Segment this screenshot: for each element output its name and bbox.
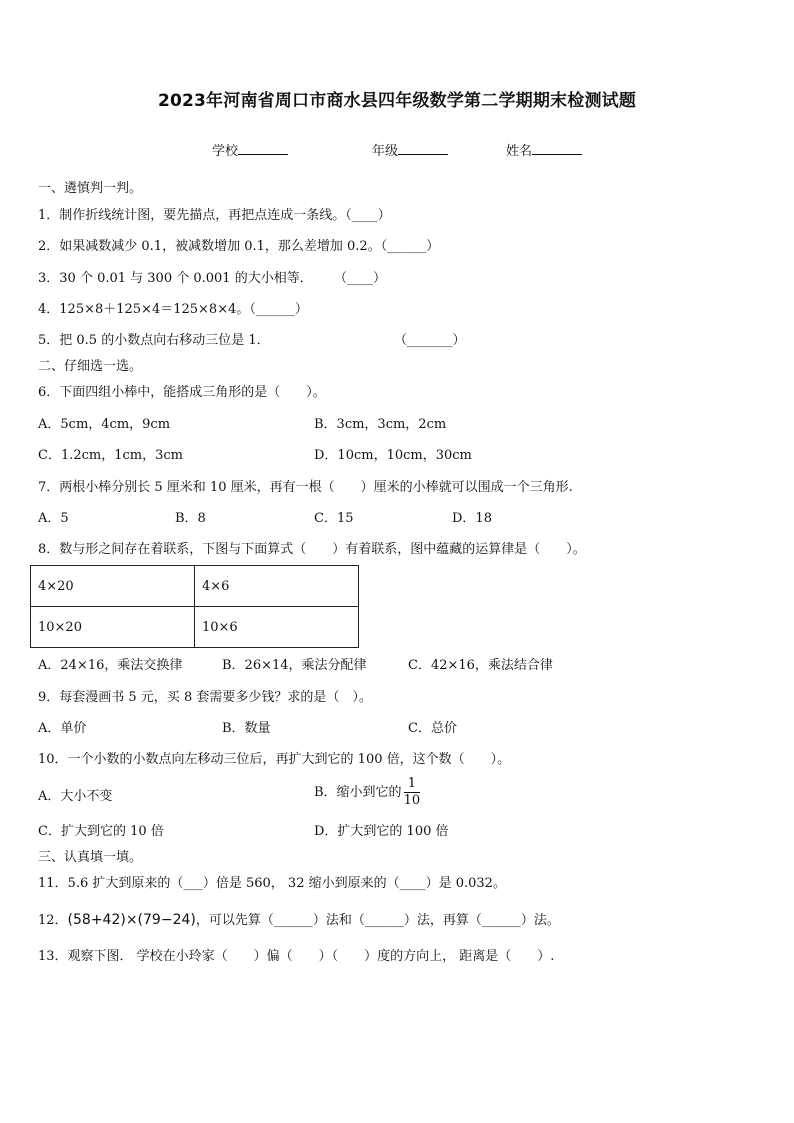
question-4: 4．125×8＋125×4＝125×8×4。（______）	[38, 302, 308, 317]
question-5-blank[interactable]: （_______）	[394, 333, 466, 348]
grade-label: 年级	[372, 144, 399, 159]
question-10-option-b-text: B．缩小到它的	[314, 785, 402, 800]
question-9: 9．每套漫画书 5 元，买 8 套需要多少钱？求的是（ ）。	[38, 690, 372, 705]
question-7-option-d[interactable]: D．18	[452, 511, 492, 526]
question-13: 13．观察下图． 学校在小玲家（ ）偏（ ）（ ）度的方向上， 距离是（ ）.	[38, 949, 555, 964]
question-12	[38, 911, 560, 930]
grade-field[interactable]	[372, 140, 448, 159]
question-10-option-c[interactable]: C．扩大到它的 10 倍	[38, 824, 164, 839]
table-cell: 4×20	[31, 566, 195, 607]
question-6-option-c[interactable]: C．1.2cm，1cm，3cm	[38, 448, 183, 463]
name-label: 姓名	[506, 144, 533, 159]
area-model-table	[30, 565, 359, 648]
question-10-option-b[interactable]	[314, 776, 420, 809]
question-12-number: 12．	[38, 913, 68, 928]
question-10: 10．一个小数的小数点向左移动三位后，再扩大到它的 100 倍，这个数（ ）。	[38, 752, 511, 767]
school-label: 学校	[212, 144, 239, 159]
section-heading-choose: 二、仔细选一选。	[38, 359, 143, 374]
question-7-option-a[interactable]: A．5	[38, 511, 69, 526]
question-9-option-c[interactable]: C．总价	[408, 721, 457, 736]
name-blank[interactable]	[532, 142, 582, 155]
question-6-option-a[interactable]: A．5cm，4cm，9cm	[38, 417, 171, 432]
question-8-option-a[interactable]: A．24×16，乘法交换律	[38, 658, 183, 673]
question-5: 5．把 0.5 的小数点向右移动三位是 1．	[38, 333, 270, 348]
school-blank[interactable]	[238, 142, 288, 155]
question-8-option-c[interactable]: C．42×16，乘法结合律	[408, 658, 553, 673]
question-8: 8．数与形之间存在着联系，下图与下面算式（ ）有着联系，图中蕴藏的运算律是（ ）。	[38, 542, 586, 557]
question-10-option-d[interactable]: D．扩大到它的 100 倍	[314, 824, 449, 839]
question-10-option-a[interactable]: A．大小不变	[38, 789, 113, 804]
question-7: 7．两根小棒分别长 5 厘米和 10 厘米，再有一根（ ）厘米的小棒就可以围成一个三角形.	[38, 480, 573, 495]
name-field[interactable]	[506, 140, 582, 159]
grade-blank[interactable]	[398, 142, 448, 155]
table-cell: 10×6	[195, 607, 359, 648]
section-heading-fill: 三、认真填一填。	[38, 850, 143, 865]
question-7-option-b[interactable]: B．8	[175, 511, 206, 526]
page-title: 2023年河南省周口市商水县四年级数学第二学期期末检测试题	[157, 91, 637, 111]
question-3-blank[interactable]: （____）	[334, 271, 387, 286]
question-9-option-b[interactable]: B．数量	[222, 721, 271, 736]
fraction-one-tenth	[404, 776, 421, 809]
question-11: 11．5.6 扩大到原来的（___）倍是 560， 32 缩小到原来的（____）是 0.032。	[38, 876, 506, 891]
question-8-option-b[interactable]: B．26×14，乘法分配律	[222, 658, 367, 673]
question-6-option-d[interactable]: D．10cm，10cm，30cm	[314, 448, 472, 463]
question-9-option-a[interactable]: A．单价	[38, 721, 87, 736]
table-row	[31, 566, 359, 607]
table-cell: 4×6	[195, 566, 359, 607]
question-1: 1．制作折线统计图，要先描点，再把点连成一条线。（____）	[38, 208, 391, 223]
table-row	[31, 607, 359, 648]
question-2: 2．如果减数减少 0.1，被减数增加 0.1，那么差增加 0.2。（______）	[38, 239, 440, 254]
question-7-option-c[interactable]: C．15	[314, 511, 354, 526]
table-cell: 10×20	[31, 607, 195, 648]
section-heading-judge: 一、遴慎判一判。	[38, 181, 143, 196]
question-6-option-b[interactable]: B．3cm，3cm，2cm	[314, 417, 447, 432]
question-12-expression: (58+42)×(79−24)	[67, 912, 196, 928]
question-12-text: ，可以先算（______）法和（______）法，再算（______）法。	[195, 913, 560, 928]
fraction-denominator: 10	[403, 793, 421, 808]
question-3: 3．30 个 0.01 与 300 个 0.001 的大小相等．	[38, 271, 313, 286]
school-field[interactable]	[212, 140, 288, 159]
question-6: 6．下面四组小棒中，能搭成三角形的是（ ）。	[38, 385, 326, 400]
fraction-numerator: 1	[404, 776, 421, 793]
